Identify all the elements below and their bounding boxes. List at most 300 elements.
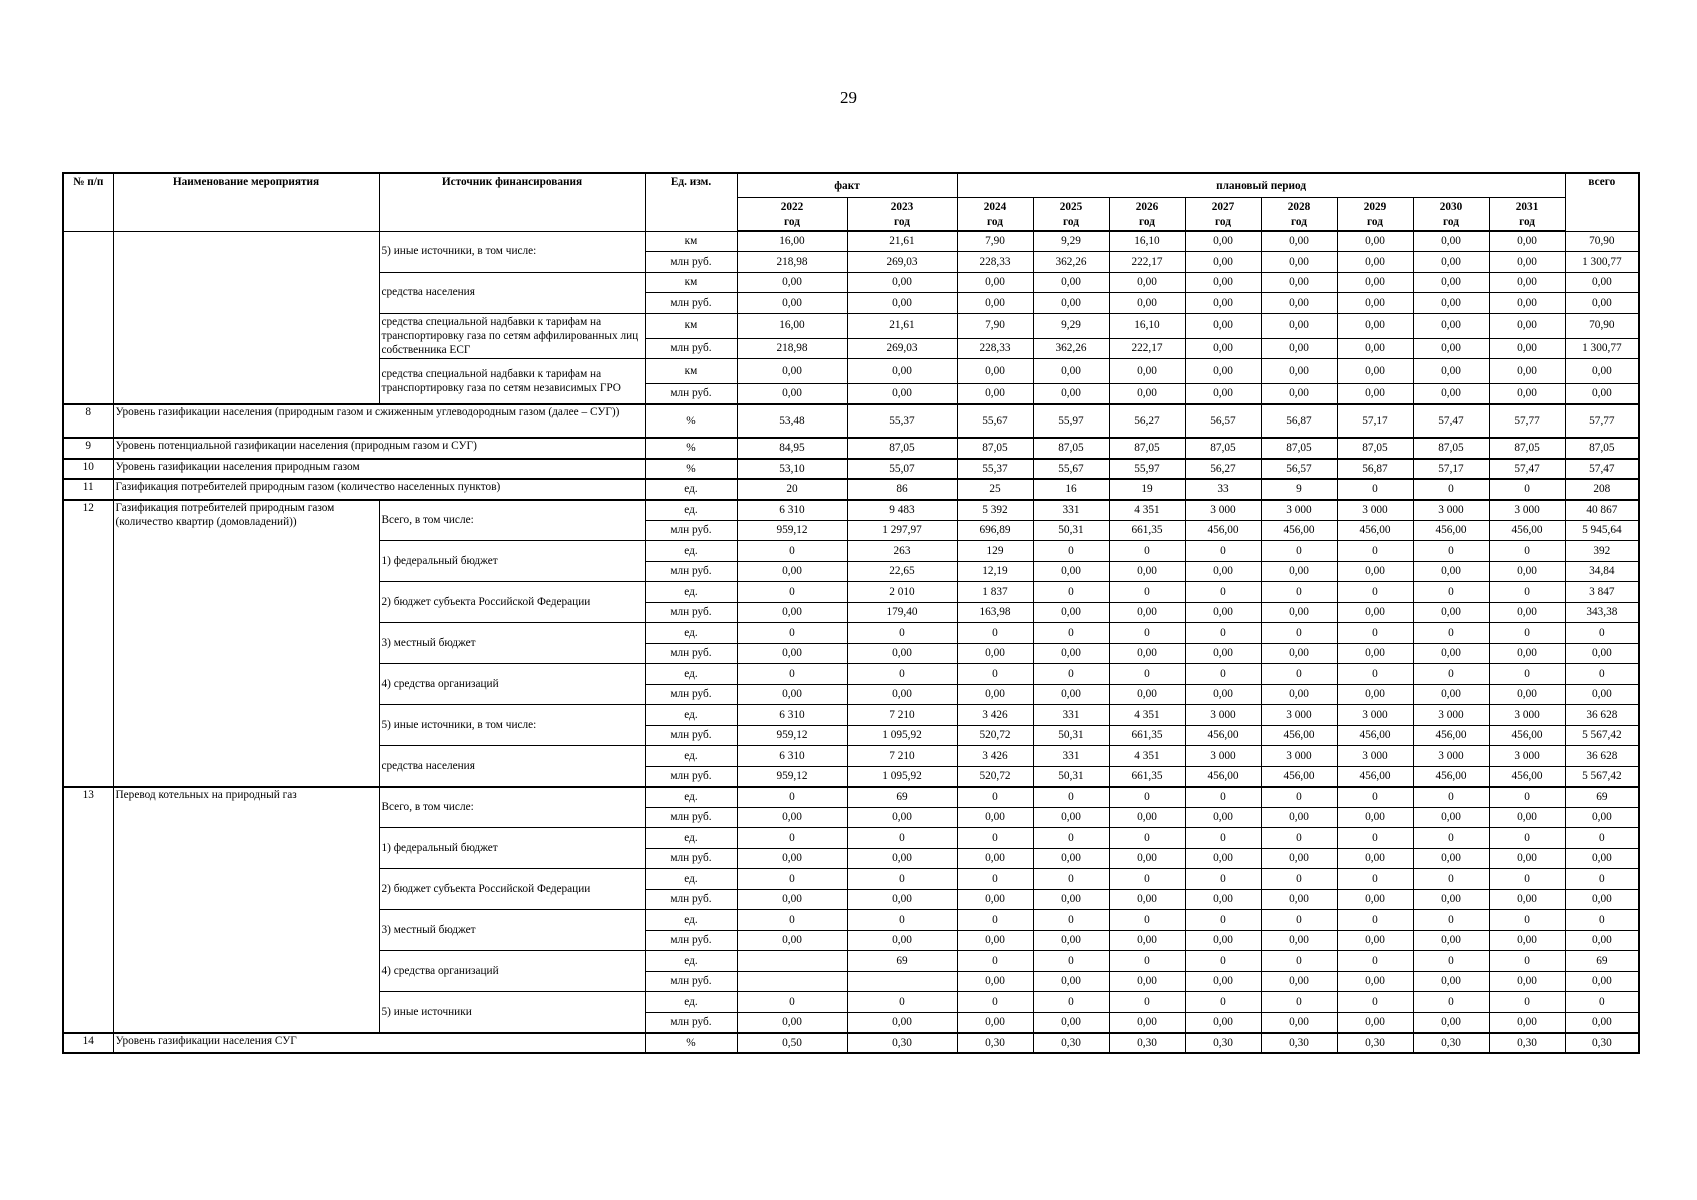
unit-cell: % (645, 1033, 737, 1054)
value-cell: 0,00 (1261, 643, 1337, 664)
value-cell: 87,05 (1489, 438, 1565, 459)
value-cell: 0,00 (1261, 384, 1337, 405)
header-year-suffix: год (1139, 215, 1155, 228)
total-cell: 0,00 (1565, 971, 1639, 992)
header-year-suffix: год (1443, 215, 1459, 228)
table-row (63, 459, 1639, 480)
value-cell: 331 (1033, 746, 1109, 767)
value-cell: 55,97 (1109, 459, 1185, 480)
value-cell: 0,00 (1261, 252, 1337, 273)
value-cell: 87,05 (957, 438, 1033, 459)
header-unit: Ед. изм. (645, 173, 737, 231)
total-cell: 69 (1565, 951, 1639, 972)
value-cell: 0 (1109, 828, 1185, 849)
value-cell: 0,00 (1489, 930, 1565, 951)
value-cell: 16,00 (737, 231, 847, 252)
value-cell: 331 (1033, 500, 1109, 521)
table-row (63, 438, 1639, 459)
row-number (63, 231, 113, 404)
header-year (737, 197, 847, 231)
value-cell: 661,35 (1109, 725, 1185, 746)
unit-cell: ед. (645, 623, 737, 644)
value-cell: 0,00 (1261, 930, 1337, 951)
value-cell: 0 (1185, 951, 1261, 972)
value-cell: 0 (1413, 992, 1489, 1013)
unit-cell: млн руб. (645, 384, 737, 405)
table-row (63, 1033, 1639, 1054)
value-cell: 0 (847, 910, 957, 931)
value-cell: 0,00 (737, 930, 847, 951)
value-cell: 0,00 (1337, 807, 1413, 828)
value-cell: 0,00 (1337, 231, 1413, 252)
header-year (1185, 197, 1261, 231)
row-number: 8 (63, 404, 113, 438)
value-cell: 0 (1033, 664, 1109, 685)
header-year-value: 2031 (1515, 200, 1539, 213)
value-cell: 1 095,92 (847, 725, 957, 746)
value-cell: 0 (957, 787, 1033, 808)
unit-cell: км (645, 272, 737, 293)
value-cell: 0,00 (737, 684, 847, 705)
unit-cell: ед. (645, 787, 737, 808)
total-cell: 0,30 (1565, 1033, 1639, 1054)
value-cell: 9,29 (1033, 313, 1109, 338)
value-cell: 0,00 (1489, 848, 1565, 869)
value-cell: 55,67 (1033, 459, 1109, 480)
value-cell: 20 (737, 479, 847, 500)
unit-cell: млн руб. (645, 684, 737, 705)
value-cell: 0 (1109, 910, 1185, 931)
value-cell: 0,00 (1109, 602, 1185, 623)
value-cell: 56,87 (1261, 404, 1337, 438)
value-cell: 0 (957, 623, 1033, 644)
value-cell: 0,00 (1185, 338, 1261, 359)
value-cell: 0 (1413, 541, 1489, 562)
value-cell: 0 (1413, 910, 1489, 931)
value-cell: 0,00 (1489, 252, 1565, 273)
value-cell: 0,00 (1109, 930, 1185, 951)
value-cell: 0,00 (1337, 252, 1413, 273)
value-cell: 0,00 (1033, 384, 1109, 405)
value-cell: 0,00 (1413, 561, 1489, 582)
unit-cell: ед. (645, 951, 737, 972)
total-cell: 5 945,64 (1565, 520, 1639, 541)
value-cell: 661,35 (1109, 520, 1185, 541)
value-cell: 0 (1033, 992, 1109, 1013)
value-cell: 4 351 (1109, 746, 1185, 767)
value-cell: 0 (1337, 582, 1413, 603)
value-cell: 0,00 (1489, 889, 1565, 910)
value-cell: 228,33 (957, 338, 1033, 359)
value-cell: 456,00 (1261, 766, 1337, 787)
value-cell: 0,00 (1337, 338, 1413, 359)
value-cell: 3 426 (957, 746, 1033, 767)
value-cell: 0,00 (737, 848, 847, 869)
funding-source: Всего, в том числе: (379, 787, 645, 828)
value-cell: 0 (1261, 951, 1337, 972)
total-cell: 0 (1565, 992, 1639, 1013)
value-cell: 3 000 (1185, 746, 1261, 767)
value-cell: 0 (737, 869, 847, 890)
value-cell: 0,00 (1185, 848, 1261, 869)
value-cell: 0,00 (1109, 359, 1185, 384)
value-cell: 0,00 (847, 643, 957, 664)
value-cell: 0,00 (1185, 293, 1261, 314)
value-cell: 0 (1261, 582, 1337, 603)
value-cell: 0,00 (1413, 252, 1489, 273)
total-cell: 70,90 (1565, 313, 1639, 338)
value-cell: 0 (1109, 951, 1185, 972)
value-cell: 0,00 (1109, 561, 1185, 582)
value-cell: 0,00 (1109, 807, 1185, 828)
value-cell: 0,00 (1413, 848, 1489, 869)
value-cell: 0,00 (1337, 602, 1413, 623)
value-cell: 3 000 (1413, 705, 1489, 726)
value-cell: 0 (1033, 828, 1109, 849)
table-row (63, 787, 1639, 808)
funding-source: 3) местный бюджет (379, 910, 645, 951)
value-cell: 0 (1337, 479, 1413, 500)
value-cell: 0,00 (737, 643, 847, 664)
value-cell: 0 (1185, 910, 1261, 931)
total-cell: 343,38 (1565, 602, 1639, 623)
total-cell: 0,00 (1565, 684, 1639, 705)
value-cell: 50,31 (1033, 725, 1109, 746)
total-cell: 0,00 (1565, 1012, 1639, 1033)
value-cell: 0,00 (1261, 971, 1337, 992)
unit-cell: млн руб. (645, 930, 737, 951)
header-year (1489, 197, 1565, 231)
value-cell: 0,00 (1489, 313, 1565, 338)
unit-cell: млн руб. (645, 252, 737, 273)
value-cell: 0,00 (1261, 231, 1337, 252)
value-cell: 0,00 (1413, 384, 1489, 405)
value-cell: 0 (1489, 992, 1565, 1013)
value-cell: 0,00 (1185, 807, 1261, 828)
value-cell: 0 (1185, 869, 1261, 890)
value-cell: 50,31 (1033, 520, 1109, 541)
value-cell: 0,00 (1261, 1012, 1337, 1033)
value-cell: 0,00 (1489, 359, 1565, 384)
value-cell: 0 (1261, 541, 1337, 562)
value-cell: 0 (1033, 541, 1109, 562)
value-cell: 0,30 (1489, 1033, 1565, 1054)
value-cell: 3 000 (1337, 746, 1413, 767)
value-cell: 0,00 (1185, 272, 1261, 293)
value-cell: 0 (1489, 664, 1565, 685)
value-cell: 0,00 (1489, 338, 1565, 359)
header-year-suffix: год (1063, 215, 1079, 228)
total-cell: 0,00 (1565, 293, 1639, 314)
value-cell: 0,00 (1033, 848, 1109, 869)
value-cell: 0,00 (1337, 561, 1413, 582)
funding-source: средства специальной надбавки к тарифам на транспортировку газа по сетям независимых ГРО (379, 359, 645, 405)
value-cell: 0,00 (847, 293, 957, 314)
total-cell: 0,00 (1565, 807, 1639, 828)
funding-source: средства населения (379, 272, 645, 313)
value-cell: 0,00 (1337, 384, 1413, 405)
value-cell: 9 (1261, 479, 1337, 500)
value-cell: 0,00 (957, 643, 1033, 664)
value-cell: 0,00 (957, 359, 1033, 384)
value-cell: 3 000 (1261, 705, 1337, 726)
funding-source: 4) средства организаций (379, 664, 645, 705)
value-cell: 0,00 (1413, 684, 1489, 705)
total-cell: 3 847 (1565, 582, 1639, 603)
value-cell: 0,30 (1413, 1033, 1489, 1054)
value-cell: 228,33 (957, 252, 1033, 273)
value-cell: 0,00 (1185, 1012, 1261, 1033)
value-cell: 0 (1185, 828, 1261, 849)
value-cell: 3 000 (1413, 500, 1489, 521)
value-cell: 0 (1185, 992, 1261, 1013)
value-cell: 0,00 (1109, 643, 1185, 664)
value-cell: 0 (1413, 664, 1489, 685)
value-cell: 0 (1489, 787, 1565, 808)
table-row (63, 404, 1639, 438)
value-cell: 0 (847, 664, 957, 685)
value-cell: 0,00 (1489, 1012, 1565, 1033)
value-cell: 362,26 (1033, 338, 1109, 359)
value-cell: 0 (1109, 787, 1185, 808)
unit-cell: ед. (645, 910, 737, 931)
row-number: 12 (63, 500, 113, 787)
total-cell: 36 628 (1565, 746, 1639, 767)
value-cell: 0,00 (737, 359, 847, 384)
unit-cell: км (645, 359, 737, 384)
value-cell: 0 (1261, 828, 1337, 849)
value-cell: 0,00 (1261, 338, 1337, 359)
header-fact: факт (737, 173, 957, 197)
header-year-value: 2027 (1211, 200, 1235, 213)
header-year-value: 2023 (890, 200, 914, 213)
value-cell: 0 (1413, 479, 1489, 500)
funding-source: 3) местный бюджет (379, 623, 645, 664)
value-cell: 53,10 (737, 459, 847, 480)
value-cell: 9,29 (1033, 231, 1109, 252)
value-cell: 0 (1185, 541, 1261, 562)
value-cell: 57,47 (1413, 404, 1489, 438)
unit-cell: млн руб. (645, 807, 737, 828)
funding-source: 5) иные источники, в том числе: (379, 231, 645, 272)
value-cell: 331 (1033, 705, 1109, 726)
total-cell: 34,84 (1565, 561, 1639, 582)
value-cell: 0,00 (737, 561, 847, 582)
value-cell: 6 310 (737, 746, 847, 767)
total-cell: 0,00 (1565, 643, 1639, 664)
value-cell: 0,00 (957, 293, 1033, 314)
value-cell: 0,00 (957, 272, 1033, 293)
value-cell: 0 (957, 869, 1033, 890)
value-cell: 0,00 (957, 848, 1033, 869)
total-cell: 1 300,77 (1565, 338, 1639, 359)
unit-cell: млн руб. (645, 643, 737, 664)
value-cell: 269,03 (847, 338, 957, 359)
value-cell: 0,00 (957, 384, 1033, 405)
value-cell: 56,57 (1261, 459, 1337, 480)
value-cell: 0,00 (847, 359, 957, 384)
value-cell: 959,12 (737, 520, 847, 541)
value-cell: 456,00 (1185, 725, 1261, 746)
value-cell: 0 (1489, 869, 1565, 890)
value-cell: 0 (1337, 992, 1413, 1013)
value-cell: 3 000 (1337, 705, 1413, 726)
value-cell: 53,48 (737, 404, 847, 438)
value-cell: 57,17 (1337, 404, 1413, 438)
gasification-table (62, 172, 1640, 1054)
value-cell: 0,00 (1033, 293, 1109, 314)
value-cell: 0,00 (1185, 252, 1261, 273)
value-cell: 87,05 (847, 438, 957, 459)
value-cell: 456,00 (1185, 520, 1261, 541)
page-number: 29 (840, 88, 857, 107)
value-cell: 7,90 (957, 231, 1033, 252)
value-cell: 0 (737, 992, 847, 1013)
value-cell: 6 310 (737, 500, 847, 521)
value-cell: 0,00 (957, 684, 1033, 705)
value-cell: 0 (847, 828, 957, 849)
unit-cell: % (645, 459, 737, 480)
value-cell: 456,00 (1489, 520, 1565, 541)
funding-source: 2) бюджет субъекта Российской Федерации (379, 869, 645, 910)
value-cell: 56,27 (1109, 404, 1185, 438)
value-cell: 50,31 (1033, 766, 1109, 787)
value-cell: 696,89 (957, 520, 1033, 541)
value-cell: 3 000 (1489, 746, 1565, 767)
value-cell: 0 (957, 992, 1033, 1013)
value-cell: 0 (1185, 664, 1261, 685)
value-cell: 0 (1337, 869, 1413, 890)
header-year-suffix: год (987, 215, 1003, 228)
value-cell: 0,00 (1185, 889, 1261, 910)
value-cell: 0 (1489, 479, 1565, 500)
value-cell: 86 (847, 479, 957, 500)
value-cell: 12,19 (957, 561, 1033, 582)
value-cell: 0 (1261, 787, 1337, 808)
value-cell: 0,00 (737, 889, 847, 910)
value-cell: 0,00 (1261, 889, 1337, 910)
value-cell: 0,00 (847, 930, 957, 951)
value-cell: 0 (1489, 910, 1565, 931)
value-cell: 0,00 (1261, 293, 1337, 314)
unit-cell: млн руб. (645, 725, 737, 746)
row-number: 14 (63, 1033, 113, 1054)
value-cell: 0,00 (847, 889, 957, 910)
value-cell: 0,00 (1337, 272, 1413, 293)
header-name: Наименование мероприятия (113, 173, 379, 231)
value-cell: 0,00 (1413, 359, 1489, 384)
total-cell: 0,00 (1565, 272, 1639, 293)
funding-source: 5) иные источники, в том числе: (379, 705, 645, 746)
value-cell: 0,00 (1185, 313, 1261, 338)
value-cell: 57,17 (1413, 459, 1489, 480)
value-cell: 0 (1337, 828, 1413, 849)
value-cell: 0 (1261, 910, 1337, 931)
total-cell: 0 (1565, 828, 1639, 849)
value-cell: 0 (1261, 869, 1337, 890)
value-cell: 0,30 (1033, 1033, 1109, 1054)
value-cell: 218,98 (737, 252, 847, 273)
value-cell: 0 (1413, 951, 1489, 972)
value-cell: 1 297,97 (847, 520, 957, 541)
value-cell: 0 (737, 828, 847, 849)
total-cell: 0,00 (1565, 848, 1639, 869)
header-year (1337, 197, 1413, 231)
value-cell: 0 (737, 582, 847, 603)
unit-cell: км (645, 313, 737, 338)
value-cell: 0,00 (1489, 384, 1565, 405)
value-cell: 0 (1109, 869, 1185, 890)
value-cell: 21,61 (847, 313, 957, 338)
value-cell: 0,00 (1185, 643, 1261, 664)
unit-cell: км (645, 231, 737, 252)
value-cell: 0,00 (847, 807, 957, 828)
header-year-value: 2022 (780, 200, 804, 213)
value-cell: 0,30 (1337, 1033, 1413, 1054)
value-cell: 222,17 (1109, 338, 1185, 359)
value-cell: 0,00 (1413, 313, 1489, 338)
value-cell: 456,00 (1413, 766, 1489, 787)
value-cell: 0,00 (1413, 338, 1489, 359)
value-cell: 0,00 (1033, 561, 1109, 582)
row-number: 11 (63, 479, 113, 500)
value-cell: 87,05 (1337, 438, 1413, 459)
value-cell: 3 000 (1413, 746, 1489, 767)
header-year-value: 2026 (1135, 200, 1159, 213)
value-cell: 0,00 (1413, 930, 1489, 951)
value-cell: 0 (1033, 869, 1109, 890)
value-cell: 0,00 (957, 889, 1033, 910)
value-cell: 0,00 (737, 807, 847, 828)
value-cell: 0 (1337, 664, 1413, 685)
value-cell: 456,00 (1489, 725, 1565, 746)
value-cell: 0,00 (1185, 359, 1261, 384)
value-cell: 0,00 (1109, 1012, 1185, 1033)
value-cell: 0 (1337, 623, 1413, 644)
value-cell: 0,00 (1033, 359, 1109, 384)
value-cell: 0,00 (1033, 807, 1109, 828)
value-cell: 55,97 (1033, 404, 1109, 438)
value-cell: 25 (957, 479, 1033, 500)
header-year (1261, 197, 1337, 231)
value-cell: 0,00 (847, 272, 957, 293)
value-cell: 3 000 (1489, 705, 1565, 726)
value-cell: 0,00 (1337, 684, 1413, 705)
value-cell: 3 000 (1185, 705, 1261, 726)
unit-cell: млн руб. (645, 889, 737, 910)
unit-cell: млн руб. (645, 766, 737, 787)
value-cell: 0,00 (1109, 889, 1185, 910)
value-cell: 0 (1033, 582, 1109, 603)
header-year (1109, 197, 1185, 231)
value-cell: 0 (1109, 541, 1185, 562)
value-cell: 0,00 (1185, 971, 1261, 992)
measure-name: Перевод котельных на природный газ (113, 787, 379, 1033)
value-cell: 22,65 (847, 561, 957, 582)
value-cell: 520,72 (957, 766, 1033, 787)
unit-cell: ед. (645, 828, 737, 849)
funding-source: средства населения (379, 746, 645, 787)
value-cell: 0,50 (737, 1033, 847, 1054)
value-cell: 0,00 (847, 848, 957, 869)
header-year-suffix: год (1215, 215, 1231, 228)
value-cell: 0 (957, 828, 1033, 849)
value-cell: 0 (1185, 787, 1261, 808)
unit-cell: ед. (645, 705, 737, 726)
header-year-suffix: год (784, 215, 800, 228)
value-cell: 959,12 (737, 766, 847, 787)
funding-source: 5) иные источники (379, 992, 645, 1033)
